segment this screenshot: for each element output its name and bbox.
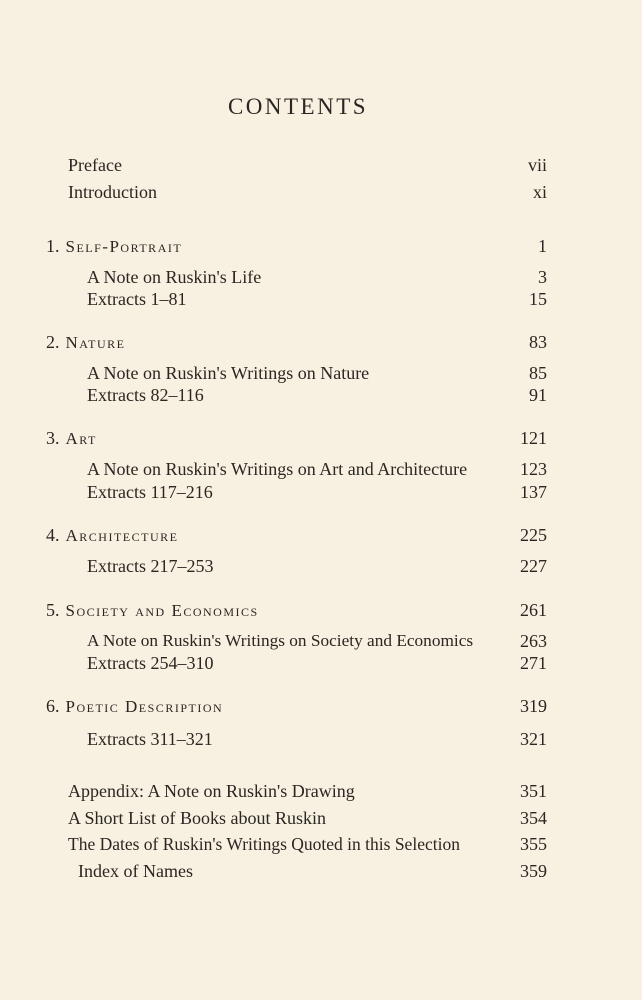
toc-subentry: Extracts 217–253 bbox=[87, 556, 214, 576]
chapter-number: 3. bbox=[46, 428, 60, 448]
toc-subentry: Extracts 254–310 bbox=[87, 653, 214, 673]
toc-subentry: A Note on Ruskin's Writings on Society and Economics bbox=[87, 631, 474, 650]
chapter-page: 225 bbox=[520, 525, 547, 545]
toc-subentry-page: 321 bbox=[520, 729, 547, 749]
toc-subentry: Extracts 117–216 bbox=[87, 482, 213, 502]
toc-subentry-page: 227 bbox=[520, 556, 547, 576]
toc-subentry-page: 123 bbox=[520, 459, 547, 479]
toc-subentry: A Note on Ruskin's Life bbox=[87, 267, 262, 287]
toc-entry-appendix: Appendix: A Note on Ruskin's Drawing bbox=[68, 781, 355, 801]
chapter-title: Art bbox=[65, 429, 97, 448]
toc-entry-introduction: Introduction bbox=[68, 182, 157, 202]
toc-page-books: 354 bbox=[520, 808, 547, 828]
chapter-number: 4. bbox=[46, 525, 60, 545]
chapter-heading bbox=[46, 524, 178, 547]
toc-subentry-page: 263 bbox=[520, 631, 547, 651]
toc-subentry-page: 137 bbox=[520, 482, 547, 502]
chapter-page: 83 bbox=[529, 332, 547, 352]
chapter-title: Nature bbox=[65, 333, 126, 352]
toc-subentry: A Note on Ruskin's Writings on Art and Architecture bbox=[87, 459, 468, 479]
toc-page-index: 359 bbox=[520, 861, 547, 881]
chapter-heading bbox=[46, 427, 97, 450]
chapter-page: 121 bbox=[520, 428, 547, 448]
toc-subentry-page: 15 bbox=[529, 289, 547, 309]
chapter-title: Architecture bbox=[65, 526, 179, 545]
toc-entry-dates: The Dates of Ruskin's Writings Quoted in this Selection bbox=[68, 834, 460, 854]
chapter-title: Self-Portrait bbox=[65, 237, 183, 256]
toc-subentry-page: 91 bbox=[529, 385, 547, 405]
toc-page-preface: vii bbox=[527, 155, 547, 175]
chapter-page: 1 bbox=[538, 236, 547, 256]
toc-subentry: Extracts 1–81 bbox=[87, 289, 187, 309]
chapter-number: 2. bbox=[46, 332, 60, 352]
toc-page-appendix: 351 bbox=[520, 781, 547, 801]
chapter-number: 1. bbox=[46, 236, 60, 256]
toc-subentry: Extracts 82–116 bbox=[87, 385, 204, 405]
chapter-number: 6. bbox=[46, 696, 60, 716]
chapter-page: 261 bbox=[520, 600, 547, 620]
toc-subentry-page: 85 bbox=[529, 363, 547, 383]
toc-subentry-page: 3 bbox=[538, 267, 547, 287]
toc-page-dates: 355 bbox=[520, 834, 547, 854]
toc-subentry: A Note on Ruskin's Writings on Nature bbox=[87, 363, 370, 383]
toc-entry-index: Index of Names bbox=[78, 861, 193, 881]
toc-entry-preface: Preface bbox=[68, 155, 122, 175]
toc-subentry: Extracts 311–321 bbox=[87, 729, 213, 749]
chapter-title: Poetic Description bbox=[65, 697, 224, 716]
chapter-number: 5. bbox=[46, 600, 60, 620]
toc-page-introduction: xi bbox=[532, 182, 547, 202]
toc-subentry-page: 271 bbox=[520, 653, 547, 673]
chapter-heading bbox=[46, 599, 259, 622]
page-title: CONTENTS bbox=[227, 94, 369, 119]
chapter-heading bbox=[46, 695, 223, 718]
toc-entry-books: A Short List of Books about Ruskin bbox=[68, 808, 327, 828]
chapter-page: 319 bbox=[520, 696, 547, 716]
chapter-heading bbox=[46, 331, 125, 354]
chapter-title: Society and Economics bbox=[65, 601, 259, 620]
chapter-heading bbox=[46, 235, 182, 258]
